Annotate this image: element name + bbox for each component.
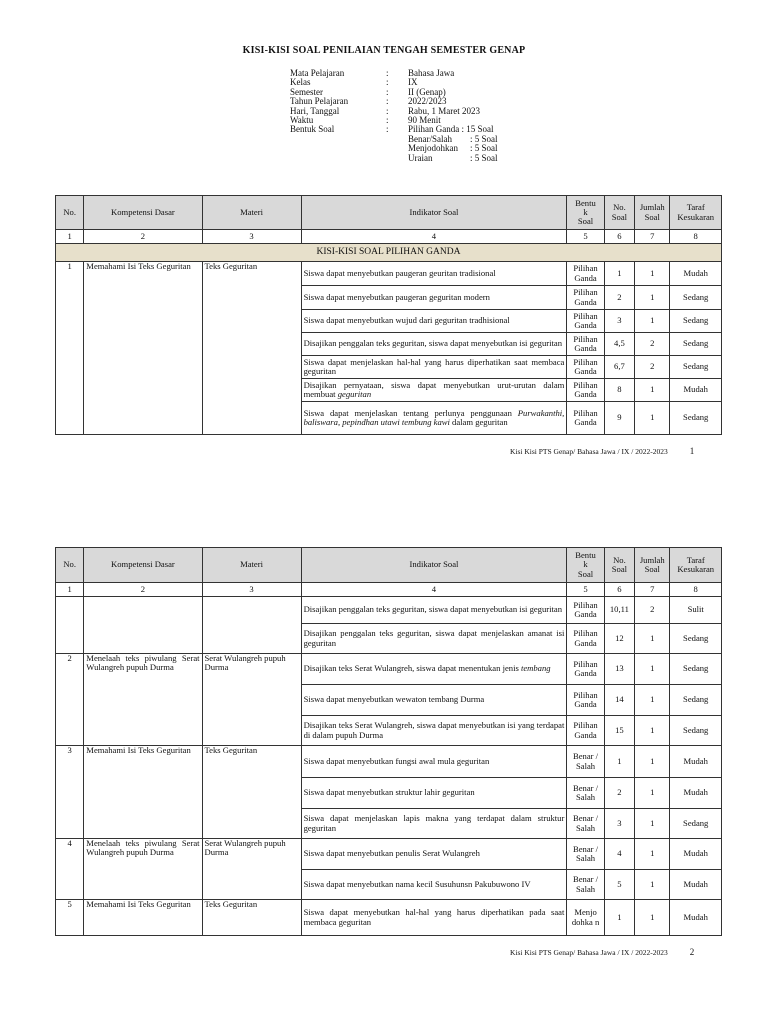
column-number: 7 <box>635 230 670 244</box>
header-kompetensi: Kompetensi Dasar <box>84 548 202 583</box>
header-part: No. <box>613 554 626 565</box>
row-no-soal: 2 <box>604 286 634 310</box>
header-row <box>56 548 722 583</box>
row-no-soal: 9 <box>604 402 634 435</box>
header-no: No. <box>56 548 84 583</box>
info-colon: : <box>386 96 389 107</box>
info-label: Waktu <box>290 115 314 126</box>
header-materi: Materi <box>202 196 301 230</box>
row-no-soal: 8 <box>604 379 634 402</box>
row-jumlah: 1 <box>635 262 670 286</box>
row-no: 2 <box>56 654 84 746</box>
header-taraf <box>670 548 722 583</box>
header-no-soal <box>604 548 634 583</box>
row-bentuk: Pilihan Ganda <box>567 685 604 716</box>
row-bentuk: Benar / Salah <box>567 870 604 900</box>
table-row <box>56 654 722 685</box>
indikator-italic: tembang <box>520 663 551 674</box>
header-bentuk-part: k <box>583 559 588 570</box>
header-bentuk-part: k <box>583 206 588 217</box>
row-no-soal: 10,11 <box>604 597 634 624</box>
page-number: 2 <box>689 947 695 957</box>
info-value: IX <box>408 77 418 88</box>
row-no-soal: 2 <box>604 778 634 809</box>
column-number-row <box>56 583 722 597</box>
row-bentuk: Benar / Salah <box>567 778 604 809</box>
header-indikator: Indikator Soal <box>301 548 567 583</box>
bentuk-type: Uraian <box>408 152 433 163</box>
header-indikator: Indikator Soal <box>301 196 567 230</box>
row-jumlah: 1 <box>635 746 670 778</box>
header-part: Taraf <box>686 202 705 213</box>
table-row <box>56 746 722 778</box>
row-taraf: Sedang <box>670 310 722 333</box>
info-label: Hari, Tanggal <box>290 105 340 116</box>
header-part: Soal <box>611 211 628 222</box>
column-number: 3 <box>202 230 301 244</box>
row-jumlah: 2 <box>635 333 670 356</box>
row-bentuk: Pilihan Ganda <box>567 356 604 379</box>
row-no-soal: 6,7 <box>604 356 634 379</box>
table-row <box>56 597 722 624</box>
table-row <box>56 900 722 936</box>
bentuk-type: Benar/Salah <box>408 133 452 144</box>
page-footer <box>510 947 694 957</box>
column-number: 5 <box>567 583 604 597</box>
row-indikator: Siswa dapat menyebutkan penulis Serat Wulangreh <box>301 839 567 870</box>
row-kompetensi: Memahami Isi Teks Geguritan <box>84 900 202 936</box>
column-number: 4 <box>301 230 567 244</box>
row-bentuk: Menjo dohka n <box>567 900 604 936</box>
row-materi: Serat Wulangreh pupuh Durma <box>202 654 301 746</box>
row-indikator: Disajikan penggalan teks geguritan, siswa dapat menjelaskan amanat isi geguritan <box>301 624 567 654</box>
row-taraf: Mudah <box>670 262 722 286</box>
row-bentuk: Pilihan Ganda <box>567 286 604 310</box>
column-number: 6 <box>604 583 634 597</box>
row-jumlah: 1 <box>635 402 670 435</box>
footer-text: Kisi Kisi PTS Genap/ Bahasa Jawa / IX / 2022-2023 <box>510 447 668 456</box>
info-label: Mata Pelajaran <box>290 68 345 78</box>
header-part: Kesukaran <box>677 564 715 574</box>
row-no-soal: 5 <box>604 870 634 900</box>
row-no-soal: 3 <box>604 809 634 839</box>
row-jumlah: 1 <box>635 716 670 746</box>
bentuk-count: : 5 Soal <box>470 133 498 144</box>
info-value: Pilihan Ganda : 15 Soal <box>408 124 494 135</box>
info-colon: : <box>386 77 389 88</box>
row-indikator: Siswa dapat menyebutkan fungsi awal mula geguritan <box>301 746 567 778</box>
row-indikator <box>301 402 567 435</box>
indikator-italic: Purwakanthi, baliswara, pepindhan utawi tembung kawi <box>303 407 565 427</box>
row-no-soal: 12 <box>604 624 634 654</box>
row-jumlah: 1 <box>635 685 670 716</box>
bentuk-type: Menjodohkan <box>408 143 458 154</box>
indikator-text: dalam geguritan <box>449 417 508 427</box>
header-jumlah <box>635 548 670 583</box>
indikator-text: Disajikan pernyataan, siswa dapat menyebutkan urut-urutan dalam membuat <box>303 379 565 399</box>
row-taraf: Sedang <box>670 286 722 310</box>
document-info <box>290 69 498 163</box>
row-bentuk: Pilihan Ganda <box>567 262 604 286</box>
header-part: Soal <box>644 564 660 574</box>
header-bentuk-part: Bentu <box>575 197 596 208</box>
row-bentuk: Pilihan Ganda <box>567 654 604 685</box>
row-materi: Serat Wulangreh pupuh Durma <box>202 839 301 900</box>
info-value: II (Genap) <box>408 86 446 97</box>
kisi-table-page-2 <box>55 547 722 936</box>
column-number: 2 <box>84 583 202 597</box>
footer-text: Kisi Kisi PTS Genap/ Bahasa Jawa / IX / 2022-2023 <box>510 948 668 957</box>
row-bentuk: Pilihan Ganda <box>567 597 604 624</box>
row-no-soal: 1 <box>604 900 634 936</box>
header-kompetensi: Kompetensi Dasar <box>84 196 202 230</box>
header-row <box>56 196 722 230</box>
info-row <box>290 135 498 144</box>
header-part: Jumlah <box>639 202 665 213</box>
row-materi: Teks Geguritan <box>202 262 301 435</box>
row-bentuk: Benar / Salah <box>567 746 604 778</box>
info-row <box>290 69 498 78</box>
indikator-text: Siswa dapat menjelaskan tentang perlunya penggunaan <box>303 407 518 418</box>
info-label: Kelas <box>290 77 311 88</box>
row-jumlah: 2 <box>635 597 670 624</box>
indikator-text: Disajikan teks Serat Wulangreh, siswa dapat menentukan jenis <box>303 663 521 674</box>
column-number: 1 <box>56 230 84 244</box>
page-footer <box>510 446 694 456</box>
row-no-soal: 3 <box>604 310 634 333</box>
row-taraf: Mudah <box>670 900 722 936</box>
row-jumlah: 1 <box>635 379 670 402</box>
row-no: 1 <box>56 262 84 435</box>
row-taraf: Sedang <box>670 356 722 379</box>
row-jumlah: 1 <box>635 654 670 685</box>
header-part: Jumlah <box>639 554 665 565</box>
row-jumlah: 1 <box>635 624 670 654</box>
column-number: 8 <box>670 583 722 597</box>
row-taraf: Mudah <box>670 870 722 900</box>
info-value: Rabu, 1 Maret 2023 <box>408 105 480 116</box>
column-number: 7 <box>635 583 670 597</box>
header-bentuk-part: Soal <box>577 568 594 579</box>
column-number: 4 <box>301 583 567 597</box>
row-jumlah: 1 <box>635 900 670 936</box>
row-jumlah: 1 <box>635 839 670 870</box>
section-row <box>56 244 722 262</box>
header-materi: Materi <box>202 548 301 583</box>
table-row <box>56 839 722 870</box>
column-number: 2 <box>84 230 202 244</box>
row-bentuk: Pilihan Ganda <box>567 310 604 333</box>
row-taraf: Mudah <box>670 839 722 870</box>
row-materi <box>202 597 301 654</box>
row-indikator: Siswa dapat menyebutkan hal-hal yang harus diperhatikan pada saat membaca geguritan <box>301 900 567 936</box>
row-bentuk: Pilihan Ganda <box>567 402 604 435</box>
kisi-table-page-1 <box>55 195 722 435</box>
column-number: 5 <box>567 230 604 244</box>
row-no-soal: 4,5 <box>604 333 634 356</box>
row-bentuk: Pilihan Ganda <box>567 333 604 356</box>
row-no <box>56 597 84 654</box>
header-bentuk <box>567 548 604 583</box>
bentuk-count: : 5 Soal <box>470 152 498 163</box>
page-number: 1 <box>689 446 695 456</box>
header-no: No. <box>56 196 84 230</box>
row-bentuk: Pilihan Ganda <box>567 716 604 746</box>
table-row <box>56 262 722 286</box>
info-label: Bentuk Soal <box>290 124 335 135</box>
row-indikator: Siswa dapat menyebutkan wewaton tembang Durma <box>301 685 567 716</box>
row-jumlah: 1 <box>635 778 670 809</box>
row-no-soal: 14 <box>604 685 634 716</box>
row-materi: Teks Geguritan <box>202 746 301 839</box>
row-indikator: Disajikan teks Serat Wulangreh, siswa dapat menyebutkan isi yang terdapat di dalam pupuh Durma <box>301 716 567 746</box>
header-bentuk-part: Soal <box>577 216 594 227</box>
row-taraf: Sedang <box>670 654 722 685</box>
row-indikator: Disajikan penggalan teks geguritan, siswa dapat menyebutkan isi geguritan <box>301 333 567 356</box>
row-taraf: Sedang <box>670 809 722 839</box>
row-taraf: Sedang <box>670 333 722 356</box>
info-value: 90 Menit <box>408 115 441 126</box>
row-taraf: Sedang <box>670 402 722 435</box>
info-label: Semester <box>290 86 323 97</box>
row-indikator: Siswa dapat menyebutkan nama kecil Susuhunsn Pakubuwono IV <box>301 870 567 900</box>
header-part: No. <box>613 202 626 213</box>
row-no-soal: 15 <box>604 716 634 746</box>
row-bentuk: Benar / Salah <box>567 809 604 839</box>
row-kompetensi: Memahami Isi Teks Geguritan <box>84 746 202 839</box>
row-indikator: Siswa dapat menyebutkan paugeran geguritan modern <box>301 286 567 310</box>
row-bentuk: Pilihan Ganda <box>567 379 604 402</box>
row-indikator: Siswa dapat menyebutkan paugeran geuritan tradisional <box>301 262 567 286</box>
row-taraf: Sedang <box>670 685 722 716</box>
row-no: 3 <box>56 746 84 839</box>
info-row <box>290 144 498 153</box>
column-number: 8 <box>670 230 722 244</box>
header-no-soal <box>604 196 634 230</box>
info-label: Tahun Pelajaran <box>290 96 349 107</box>
row-indikator: Siswa dapat menyebutkan struktur lahir geguritan <box>301 778 567 809</box>
row-no: 5 <box>56 900 84 936</box>
indikator-italic: geguritan <box>337 389 372 399</box>
row-indikator: Siswa dapat menjelaskan hal-hal yang harus diperhatikan saat membaca geguritan <box>301 356 567 379</box>
row-taraf: Sedang <box>670 624 722 654</box>
info-value: 2022/2023 <box>408 96 447 107</box>
info-colon: : <box>386 105 389 116</box>
column-number: 6 <box>604 230 634 244</box>
header-part: Soal <box>611 564 628 574</box>
column-number-row <box>56 230 722 244</box>
row-kompetensi <box>84 597 202 654</box>
row-materi: Teks Geguritan <box>202 900 301 936</box>
info-row <box>290 154 498 163</box>
header-bentuk-part: Bentu <box>575 550 596 561</box>
row-jumlah: 2 <box>635 356 670 379</box>
row-no-soal: 13 <box>604 654 634 685</box>
header-bentuk <box>567 196 604 230</box>
row-taraf: Mudah <box>670 379 722 402</box>
row-kompetensi: Menelaah teks piwulang Serat Wulangreh pupuh Durma <box>84 654 202 746</box>
row-jumlah: 1 <box>635 870 670 900</box>
header-taraf <box>670 196 722 230</box>
info-colon: : <box>386 124 389 135</box>
info-colon: : <box>386 86 389 97</box>
info-value: Bahasa Jawa <box>408 68 455 78</box>
page-title: KISI-KISI SOAL PENILAIAN TENGAH SEMESTER GENAP <box>242 45 526 56</box>
row-no-soal: 4 <box>604 839 634 870</box>
row-indikator <box>301 379 567 402</box>
info-row <box>290 107 498 116</box>
info-row <box>290 125 498 134</box>
info-colon: : <box>386 68 389 78</box>
row-indikator: Disajikan penggalan teks geguritan, siswa dapat menyebutkan isi geguritan <box>301 597 567 624</box>
row-bentuk: Benar / Salah <box>567 839 604 870</box>
column-number: 3 <box>202 583 301 597</box>
row-taraf: Sedang <box>670 716 722 746</box>
info-colon: : <box>386 115 389 126</box>
row-bentuk: Pilihan Ganda <box>567 624 604 654</box>
row-jumlah: 1 <box>635 286 670 310</box>
row-no-soal: 1 <box>604 746 634 778</box>
row-taraf: Mudah <box>670 746 722 778</box>
header-part: Soal <box>644 211 660 222</box>
row-kompetensi: Memahami Isi Teks Geguritan <box>84 262 202 435</box>
row-taraf: Mudah <box>670 778 722 809</box>
column-number: 1 <box>56 583 84 597</box>
bentuk-count: : 5 Soal <box>470 143 498 154</box>
row-kompetensi: Menelaah teks piwulang Serat Wulangreh pupuh Durma <box>84 839 202 900</box>
header-part: Kesukaran <box>677 211 715 222</box>
row-indikator: Siswa dapat menyebutkan wujud dari geguritan tradhisional <box>301 310 567 333</box>
row-no: 4 <box>56 839 84 900</box>
header-jumlah <box>635 196 670 230</box>
row-indikator <box>301 654 567 685</box>
row-jumlah: 1 <box>635 310 670 333</box>
row-jumlah: 1 <box>635 809 670 839</box>
row-indikator: Siswa dapat menjelaskan lapis makna yang terdapat dalam struktur geguritan <box>301 809 567 839</box>
section-title: KISI-KISI SOAL PILIHAN GANDA <box>56 244 722 262</box>
row-taraf: Sulit <box>670 597 722 624</box>
header-part: Taraf <box>686 554 705 565</box>
row-no-soal: 1 <box>604 262 634 286</box>
